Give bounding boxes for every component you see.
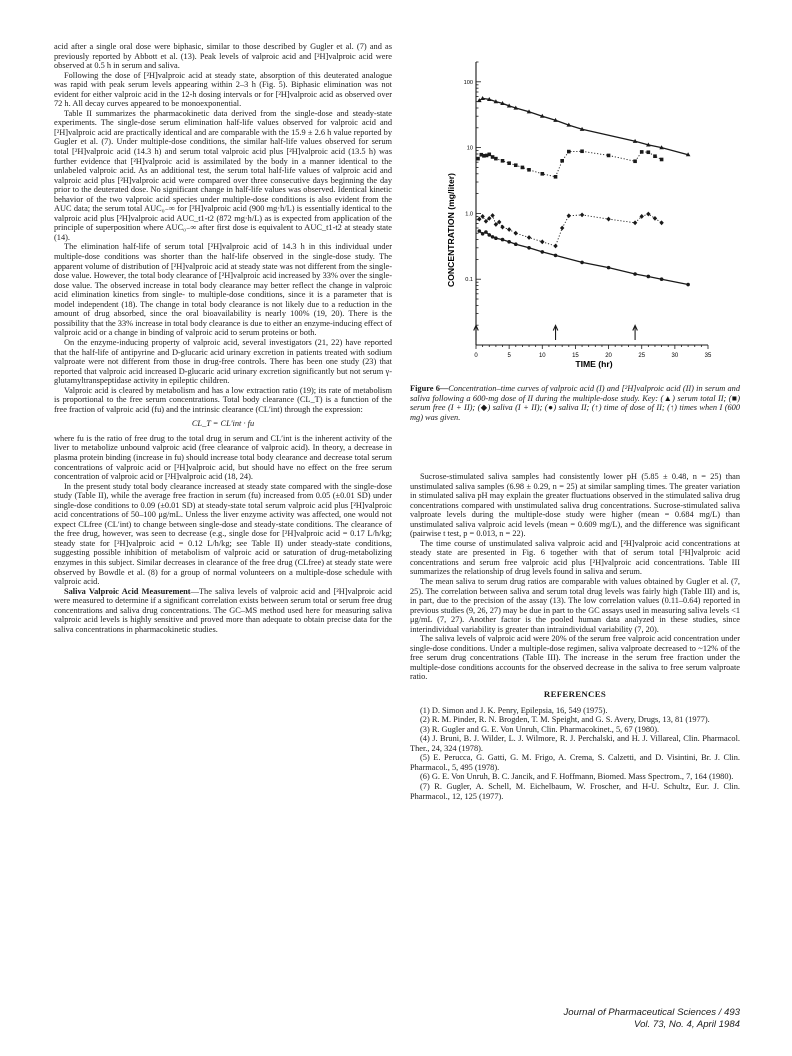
square-point [501, 159, 505, 163]
x-tick-label: 15 [572, 353, 579, 359]
reference-item: (7) R. Gugler, A. Schell, M. Eichelbaum, W. Froscher, and H-U. Schultz, Eur. J. Clin. Pharmacol., 12, 125 (1977). [410, 781, 740, 801]
reference-item: (1) D. Simon and J. K. Penry, Epilepsia, 16, 549 (1975). [420, 705, 608, 715]
paragraph-text: —The saliva levels of valproic acid and [²H]valproic acid were measured to determine if a significant correlation exists between serum total or serum free drug concentrations and saliva drug concentrations. The GC–MS method used here for measuring saliva valproic acid levels is highly sensitive and proved more than adequate to obtain precise data for the saliva concentrations in pharmacokinetic studies. [54, 586, 392, 634]
circle-point [507, 240, 511, 244]
x-tick-label: 5 [507, 353, 511, 359]
y-tick-label: 0.1 [465, 277, 473, 284]
diamond-point [567, 213, 571, 218]
paragraph: The elimination half-life of serum total [²H]valproic acid of 14.3 h in this individual under multiple-dose conditions was shorter than the half-life observed in the single-dose study. The apparent volume of distribution of [²H]valproic acid at steady state was not different from the single-dose value. However, the total body clearance of [²H]valproic acid increased by 33% over the single-dose value. The observed increase in total body clearance may better reflect the change in valproic acid elimination kinetics from single- to multiple-dose conditions, since it is a parameter that is model independent (18). The change in total body clearance is not likely due to a reduction in the amount of drug absorbed, since the oral bioavailability is nearly 100% (19, 20). There is the possibility that the 33% increase in total body clearance is due to either an enzyme-inducing effect of valproic acid or a change in binding of valproic acid to serum proteins or both. [54, 242, 392, 338]
figure-caption [410, 384, 740, 422]
circle-point [491, 235, 495, 239]
chart-axes [464, 62, 712, 359]
diamond-point [659, 220, 663, 225]
circle-point [647, 275, 651, 279]
series-line-circle [479, 231, 688, 285]
x-axis-label: TIME (hr) [575, 359, 613, 369]
paragraph: Sucrose-stimulated saliva samples had consistently lower pH (5.85 ± 0.48, n = 25) than unstimulated saliva samples (6.98 ± 0.29, n = 25) at similar sampling times. The greater variation in stimulated saliva pH may explain the greater fluctuations observed in the stimulated saliva drug concentrations compared with unstimulated saliva drug concentrations. Sucrose-stimulated saliva valproate levels during the multiple-dose study were higher (mean = 0.684 mg/L) than unstimulated saliva valproic acid levels (mean = 0.609 mg/L), and the difference was significant (pairwise t test, p = 0.013, n = 22). [410, 472, 740, 539]
diamond-point [540, 239, 544, 244]
square-point [653, 154, 657, 158]
circle-point [554, 254, 558, 258]
paragraph: Table II summarizes the pharmacokinetic data derived from the single-dose and steady-state experiments. The single-dose serum elimination half-life values observed for valproic acid and [²H]valproic acid are practically identical and are comparable with the 15.9 ± 2.6 h value reported by Gugler et al. (7). Under multiple-dose conditions, the similar half-life values observed for serum total [²H]valproic acid (14.3 h) and serum total valproic acid plus [²H]valproic acid (13.5 h) was further evidence that [²H]valproic acid is assimilated by the body in a manner identical to the unlabeled valproic acid. As an additional test, the serum total half-life values of valproic acid and valproic acid plus [²H]valproic acid were compared over three consecutive days beginning the day prior to the deuterated dose. No significant change in half-life values was observed. Identical kinetic behavior of the two valproic acid species under multiple-dose conditions is also evident from the AUC data; the serum total AUC₀₋∞ for [²H]valproic acid (900 mg·h/L) is essentially identical to the valproic acid plus [²H]valproic acid AUC_t1-t2 (872 mg·h/L) as is expected from application of the principle of superposition where AUC₀₋∞ after first dose is equivalent to AUC_t1-t2 at steady state (14). [54, 108, 392, 242]
right-column [410, 472, 740, 801]
diamond-point [527, 235, 531, 240]
circle-point [514, 242, 518, 246]
reference-item: (6) G. E. Von Unruh, B. C. Jancik, and F. Hoffmann, Biomed. Mass Spectrom., 7, 164 (1980). [420, 772, 734, 782]
triangle-point [480, 96, 485, 100]
left-column [54, 42, 392, 634]
circle-point [494, 236, 498, 240]
square-point [647, 150, 651, 154]
square-point [527, 168, 531, 172]
circle-point [478, 229, 482, 233]
series-line-square [478, 151, 662, 177]
paragraph: Valproic acid is cleared by metabolism and has a low extraction ratio (19); its rate of metabolism is proportional to the free serum concentrations. Total body clearance (CL_T) is a function of the free fraction of valproic acid (fu) and the intrinsic clearance (CL′int) through the expression: [54, 385, 392, 414]
references-heading: REFERENCES [543, 689, 607, 700]
diamond-point [497, 220, 501, 225]
diamond-point [646, 212, 650, 217]
square-point [494, 157, 498, 161]
diamond-point [606, 217, 610, 222]
y-axis-label: CONCENTRATION (mg/liter) [446, 173, 456, 287]
x-tick-label: 20 [605, 353, 612, 359]
reference-item: (5) E. Perucca, G. Gatti, G. M. Frigo, A. Crema, S. Calzetti, and D. Visintini, Br. J. Clin. Pharmacol., 5, 495 (1978). [410, 753, 740, 772]
diamond-point [560, 226, 564, 231]
diamond-point [553, 244, 557, 249]
circle-point [580, 261, 584, 265]
paragraph: The saliva levels of valproic acid were 20% of the serum free valproic acid concentration under single-dose conditions. Under a multiple-dose regimen, saliva valproate decreased to ~12% of the free serum drug concentrations (Table III). The increase in the serum free fraction under the multiple-dose conditions accounts for the observed decrease in the saliva to free serum valproate ratio. [410, 634, 740, 682]
x-tick-label: 35 [704, 353, 712, 359]
figure-6-chart [446, 40, 746, 400]
square-point [560, 159, 564, 163]
diamond-point [507, 227, 511, 232]
paragraph: On the enzyme-inducing property of valproic acid, several investigators (21, 22) have reported that the half-life of antipyrine and D-glucaric acid urinary excretion in patients treated with sodium valproate were not different from those in drug-free controls. There has been one study (23) that reported that valproic acid increased D-glucaric acid urinary excretion significantly but not serum γ-glutamyltranspeptidase activity in epileptic children. [54, 337, 392, 386]
circle-point [660, 277, 664, 281]
y-tick-label: 10 [466, 145, 473, 152]
section-heading: Saliva Valproic Acid Measurement [64, 586, 191, 596]
caption-label: Figure 6— [410, 384, 449, 393]
circle-point [633, 272, 637, 276]
diamond-point [653, 216, 657, 221]
square-point [540, 172, 544, 176]
square-point [507, 161, 511, 165]
paragraph: The mean saliva to serum drug ratios are comparable with values obtained by Gugler et al. (7, 25). The correlation between saliva and serum total drug levels was fairly high (Table III) and is, in part, due to the precision of the assay (13). The low correlation values (0.11–0.64) reported in previous studies (9, 26, 27) may be due in part to the GC assays used in measuring saliva levels <1 μg/mL (7, 27). Another factor is the pooled human data analyzed in these studies, since interindividual variability is greater than intraindividual variability (7, 20). [410, 577, 740, 634]
diamond-point [514, 231, 518, 236]
journal-line: Journal of Pharmaceutical Sciences / 493 [563, 1007, 740, 1018]
diamond-point [580, 212, 584, 217]
square-point [567, 150, 571, 154]
circle-point [686, 283, 690, 287]
square-point [633, 159, 637, 163]
square-point [640, 150, 644, 154]
square-point [660, 158, 664, 162]
square-point [554, 175, 558, 179]
paragraph: acid after a single oral dose were biphasic, similar to those described by Gugler et al. (7) and as previously reported by Abbott et al. (13). Peak levels of valproic acid and [²H]valproic acid were observed at 0.5 h in serum and saliva. [54, 42, 392, 71]
y-tick-label: 1.0 [465, 211, 473, 218]
chart-series [476, 96, 690, 286]
circle-point [527, 246, 531, 250]
diamond-point [477, 217, 481, 222]
circle-point [501, 238, 505, 242]
square-point [607, 154, 611, 158]
page-footer [563, 1007, 740, 1030]
y-tick-label: 100 [463, 79, 473, 86]
square-point [521, 166, 525, 170]
circle-point [540, 250, 544, 254]
diamond-point [490, 213, 494, 218]
circle-point [484, 230, 488, 234]
square-point [514, 163, 518, 167]
square-point [580, 149, 584, 153]
paragraph: The time course of unstimulated saliva valproic acid and [²H]valproic acid concentrations at steady state are presented in Fig. 6 together with that of serum total [²H]valproic acid concentrations and serum free valproic acid plus [²H]valproic acid concentrations. Table III summarizes the relationship of drug levels found in saliva and serum. [410, 538, 740, 577]
dose-markers [474, 326, 638, 341]
reference-item: (2) R. M. Pinder, R. N. Brogden, T. M. Speight, and G. S. Avery, Drugs, 13, 81 (1977). [420, 715, 710, 725]
circle-point [487, 233, 491, 237]
x-tick-label: 30 [671, 353, 679, 359]
diamond-point [633, 220, 637, 225]
caption-text: Concentration–time curves of valproic acid (I) and [²H]valproic acid (II) in serum and saliva following a 600-mg dose of II during the multiple-dose study. Key: (▲) serum total II; (■) serum free (I + II); (◆) saliva (I + II); (●) saliva II; (↑) time of dose of II; (↑) times when I (600 mg) was given. [410, 384, 740, 422]
x-tick-label: 25 [638, 353, 646, 359]
square-point [487, 153, 491, 157]
volume-line: Vol. 73, No. 4, April 1984 [634, 1018, 740, 1030]
paragraph: In the present study total body clearance increased at steady state compared with the single-dose study (Table II), while the average free fraction in serum (fu) increased from 0.05 (±0.01 SD) under single-dose conditions to 0.09 (±0.01 SD) at steady-state total serum valproic acid plus [²H]valproic acid concentrations of 50–100 μg/mL. Unless the liver enzyme activity was affected, one would not expect CLfree (CL′int) to change between single-dose and steady-state conditions. The clearance of the free drug, however, was seen to decrease (e.g., single dose for [²H]valproic acid = 0.17 L/h/kg; steady state for [²H]valproic acid = 0.12 L/h/kg; see Table II) under steady-state conditions, suggesting possible inhibition of metabolism of valproic acid or saturation of drug-metabolizing enzymes in this subject. Similar decreases in clearance of the free drug (CLfree) at steady state were observed by Bowdle et al. (8) for a group of normal volunteers on a multiple-dose schedule with valproic acid. [54, 481, 392, 587]
paragraph [54, 587, 392, 635]
circle-point [607, 266, 611, 270]
paragraph: Following the dose of [²H]valproic acid at steady state, absorption of this deuterated analogue was rapid with peak serum levels appearing within 2–3 h (Fig. 5). Biphasic elimination was not evident for either valproic acid in the 12-h dosing intervals or for [²H]valproic acid as observed over 72 h. All decay curves appeared to be monoexponential. [54, 70, 392, 109]
equation: CL_T = CL′int · fu [191, 419, 255, 429]
reference-item: (4) J. Bruni, B. J. Wilder, L. J. Wilmore, R. J. Perchalski, and H. J. Villareal, Clin. Pharmacol. Ther., 24, 324 (1978). [410, 734, 740, 753]
circle-point [481, 232, 485, 236]
square-point [491, 155, 495, 159]
x-tick-label: 10 [538, 353, 546, 359]
square-point [476, 157, 480, 161]
reference-item: (3) R. Gugler and G. E. Von Unruh, Clin. Pharmacokinet., 5, 67 (1980). [420, 724, 660, 734]
x-tick-label: 0 [474, 353, 478, 359]
paragraph: where fu is the ratio of free drug to the total drug in serum and CL′int is the inherent activity of the liver to metabolize unbound valproic acid (free clearance of valproic acid). In theory, a decrease in plasma protein binding (increase in fu) should increase total body clearance and decrease total serum concentrations of valproic acid or [²H]valproic acid, but should have no effect on the free serum concentration of valproic acid or [²H]valproic acid (18, 24). [54, 433, 392, 482]
